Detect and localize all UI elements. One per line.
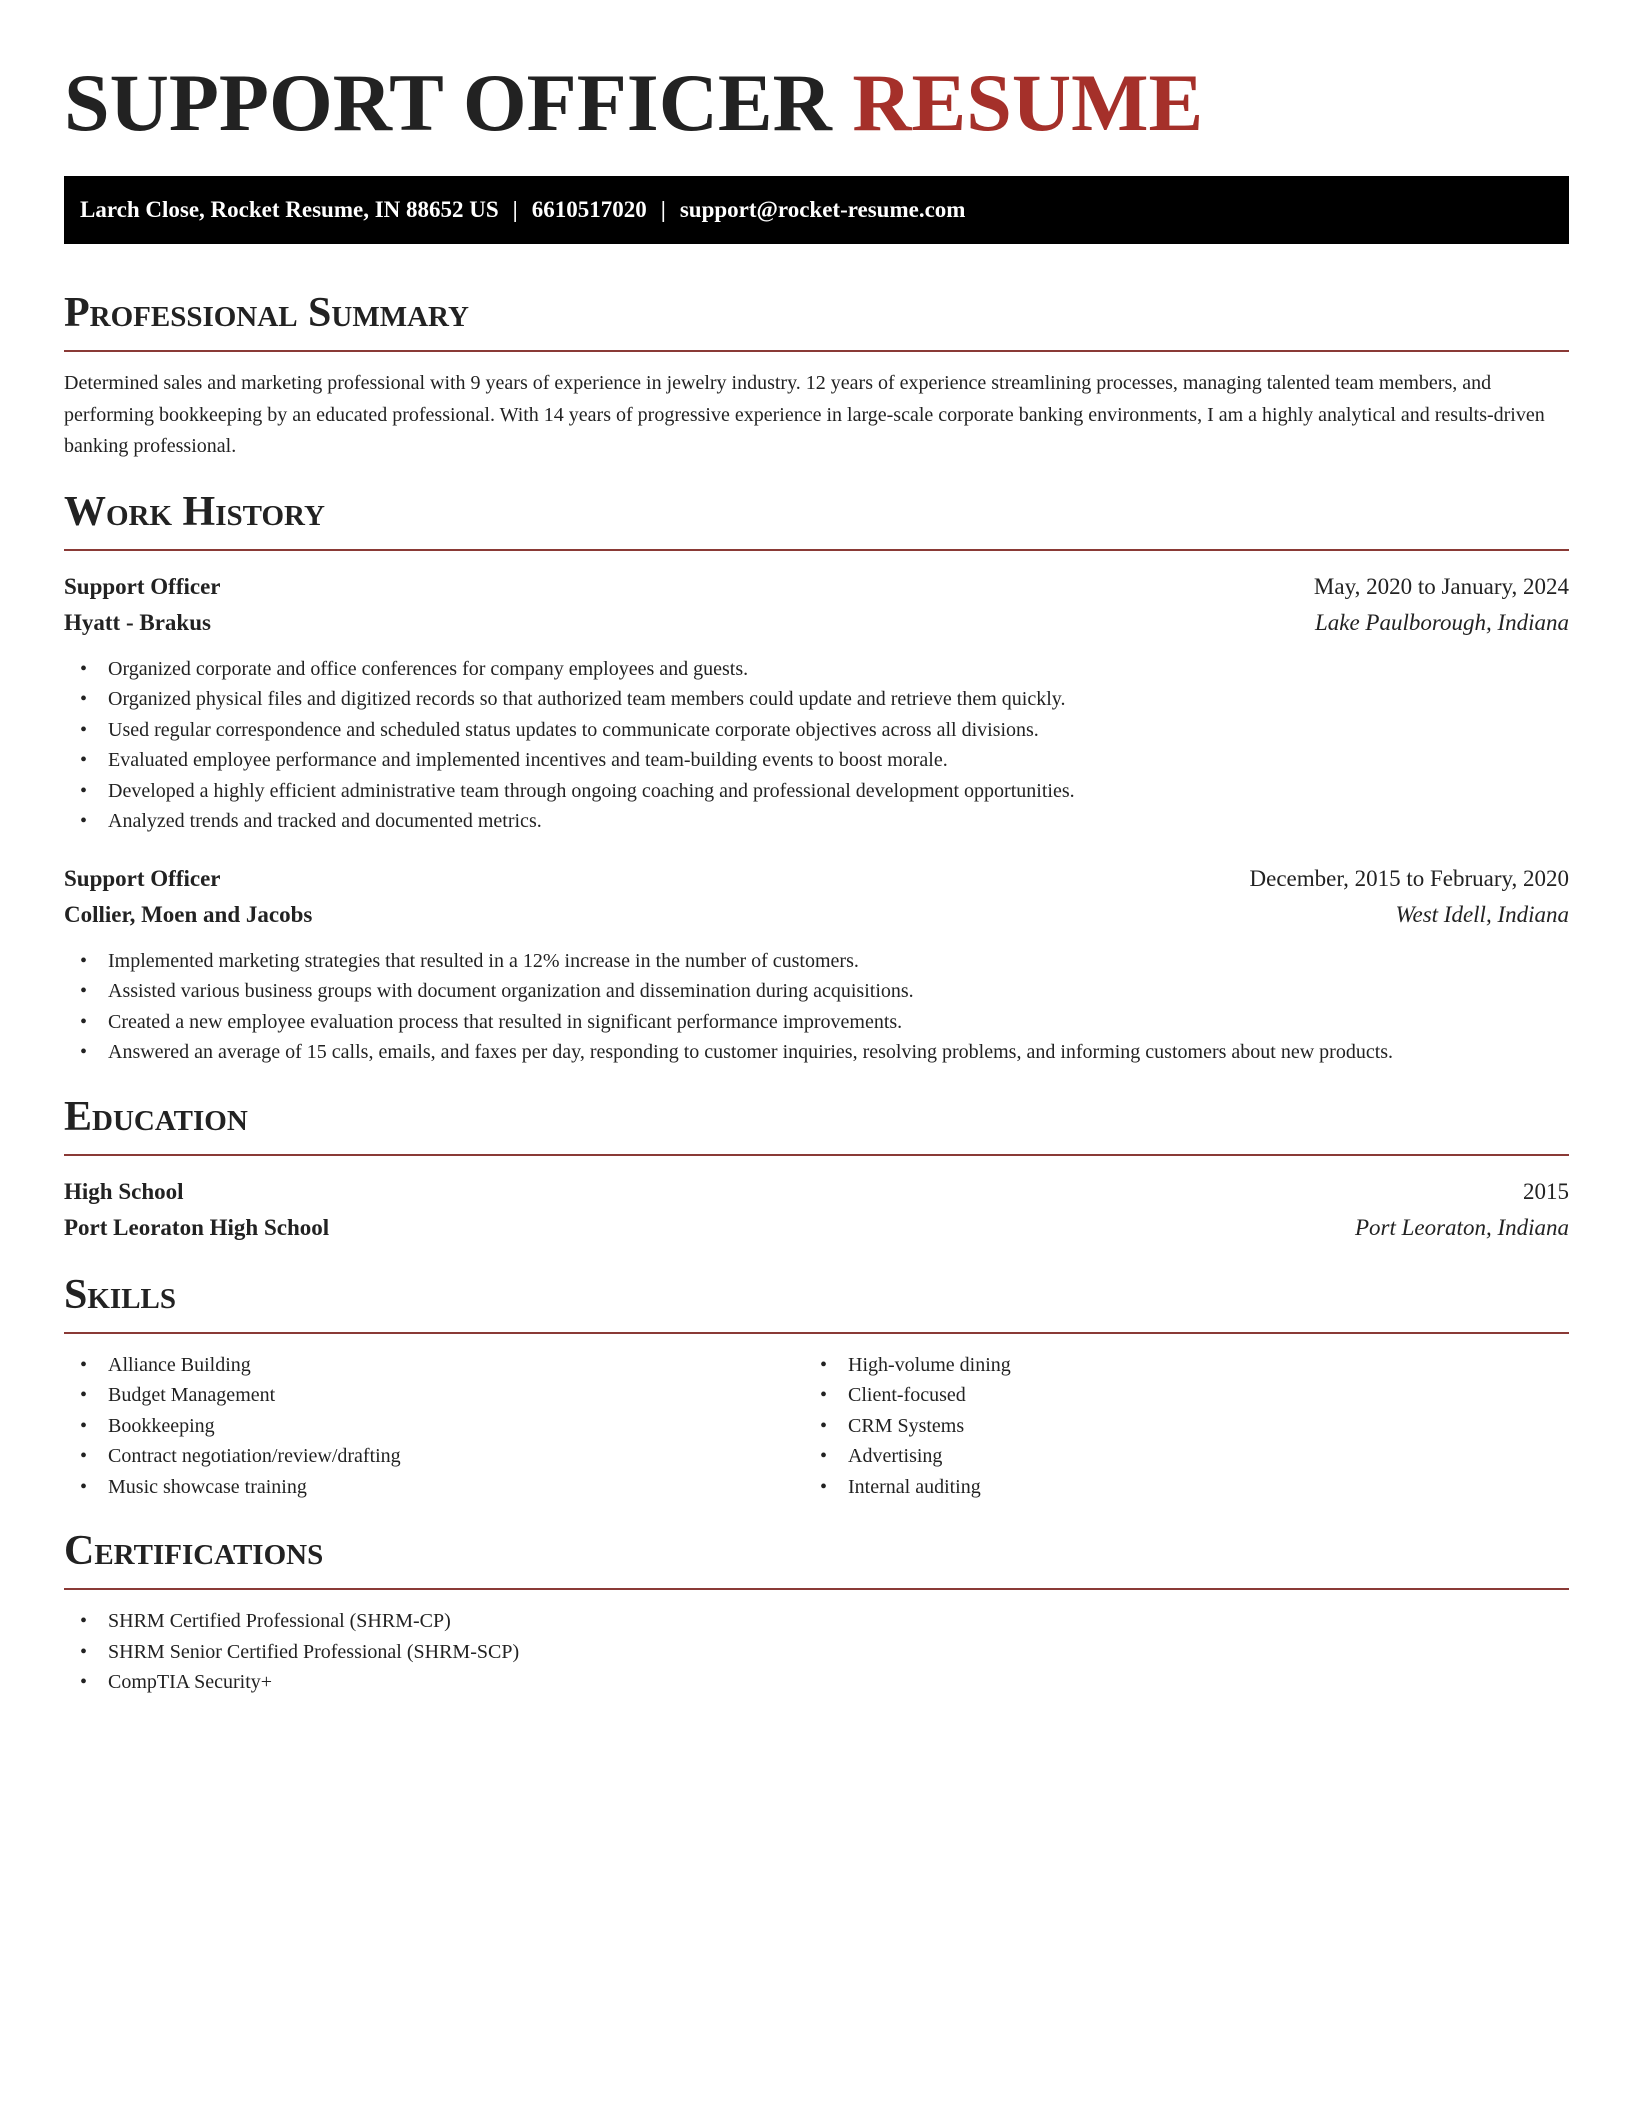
certifications-heading: Certifications: [64, 1526, 1569, 1590]
job-company: Hyatt - Brakus: [64, 609, 211, 635]
list-item: • Bookkeeping: [64, 1411, 804, 1442]
skills-grid: [64, 1350, 1569, 1503]
contact-phone: 6610517020: [531, 197, 647, 222]
job-duties-list: [64, 654, 1569, 837]
list-item: • Assisted various business groups with document organization and dissemination during acquisitions.: [64, 976, 1569, 1007]
title-main: SUPPORT OFFICER: [64, 57, 832, 148]
list-item: • Alliance Building: [64, 1350, 804, 1381]
list-item: • Used regular correspondence and scheduled status updates to communicate corporate objectives across all divisions.: [64, 715, 1569, 746]
contact-bar: [64, 176, 1569, 244]
job-title-row: [64, 861, 1569, 897]
education-degree-row: [64, 1174, 1569, 1210]
list-item: • Music showcase training: [64, 1472, 804, 1503]
job-entry: [64, 569, 1569, 837]
skills-section: [64, 1270, 1569, 1503]
job-dates: December, 2015 to February, 2020: [1249, 865, 1569, 891]
job-company-row: [64, 605, 1569, 641]
education-location: Port Leoraton, Indiana: [1354, 1214, 1569, 1240]
job-entry: [64, 861, 1569, 1068]
list-item: • SHRM Certified Professional (SHRM-CP): [64, 1606, 1569, 1637]
skills-list-left: [64, 1350, 804, 1503]
job-title: Support Officer: [64, 865, 221, 891]
list-item: • Client-focused: [804, 1380, 1544, 1411]
list-item: • Organized corporate and office conferences for company employees and guests.: [64, 654, 1569, 685]
list-item: • Organized physical files and digitized records so that authorized team members could update and retrieve them quickly.: [64, 684, 1569, 715]
summary-heading: Professional Summary: [64, 288, 1569, 352]
list-item: • Internal auditing: [804, 1472, 1544, 1503]
summary-text: Determined sales and marketing professional with 9 years of experience in jewelry industry. 12 years of experience streamlining processes, managing talented team members, and performing bookkeeping by an educated professional. With 14 years of progressive experience in large-scale corporate banking environments, I am a highly analytical and results-driven banking professional.: [64, 372, 1545, 457]
education-heading: Education: [64, 1092, 1569, 1156]
education-school: Port Leoraton High School: [64, 1214, 330, 1240]
education-school-row: [64, 1210, 1569, 1246]
job-duties-list: [64, 946, 1569, 1068]
contact-email: support@rocket-resume.com: [679, 197, 966, 222]
list-item: • High-volume dining: [804, 1350, 1544, 1381]
job-title-row: [64, 569, 1569, 605]
title-accent: RESUME: [852, 57, 1204, 148]
job-dates: May, 2020 to January, 2024: [1313, 573, 1569, 599]
contact-address: Larch Close, Rocket Resume, IN 88652 US: [80, 197, 499, 222]
list-item: • Analyzed trends and tracked and documented metrics.: [64, 806, 1569, 837]
job-title: Support Officer: [64, 573, 221, 599]
certifications-section: [64, 1526, 1569, 1698]
list-item: • Evaluated employee performance and implemented incentives and team-building events to boost morale.: [64, 745, 1569, 776]
list-item: • Contract negotiation/review/drafting: [64, 1441, 804, 1472]
resume-page: [64, 0, 1569, 1698]
job-location: Lake Paulborough, Indiana: [1314, 609, 1569, 635]
summary-section: [64, 288, 1569, 463]
job-location: West Idell, Indiana: [1395, 901, 1569, 927]
skills-heading: Skills: [64, 1270, 1569, 1334]
certifications-list: [64, 1606, 1569, 1698]
education-degree: High School: [64, 1178, 184, 1204]
education-year: 2015: [1523, 1178, 1569, 1204]
contact-separator: |: [660, 197, 666, 222]
resume-title: [64, 0, 1569, 148]
work-history-heading: Work History: [64, 487, 1569, 551]
list-item: • Advertising: [804, 1441, 1544, 1472]
list-item: • CRM Systems: [804, 1411, 1544, 1442]
list-item: • Implemented marketing strategies that resulted in a 12% increase in the number of customers.: [64, 946, 1569, 977]
education-entry: [64, 1174, 1569, 1246]
list-item: • Developed a highly efficient administrative team through ongoing coaching and professional development opportunities.: [64, 776, 1569, 807]
education-section: [64, 1092, 1569, 1246]
list-item: • SHRM Senior Certified Professional (SHRM-SCP): [64, 1637, 1569, 1668]
list-item: • Answered an average of 15 calls, emails, and faxes per day, responding to customer inquiries, resolving problems, and informing customers about new products.: [64, 1037, 1569, 1068]
job-company-row: [64, 897, 1569, 933]
list-item: • CompTIA Security+: [64, 1667, 1569, 1698]
job-company: Collier, Moen and Jacobs: [64, 901, 313, 927]
list-item: • Created a new employee evaluation process that resulted in significant performance improvements.: [64, 1007, 1569, 1038]
work-history-section: [64, 487, 1569, 1068]
skills-list-right: [804, 1350, 1544, 1503]
contact-separator: |: [512, 197, 518, 222]
list-item: • Budget Management: [64, 1380, 804, 1411]
